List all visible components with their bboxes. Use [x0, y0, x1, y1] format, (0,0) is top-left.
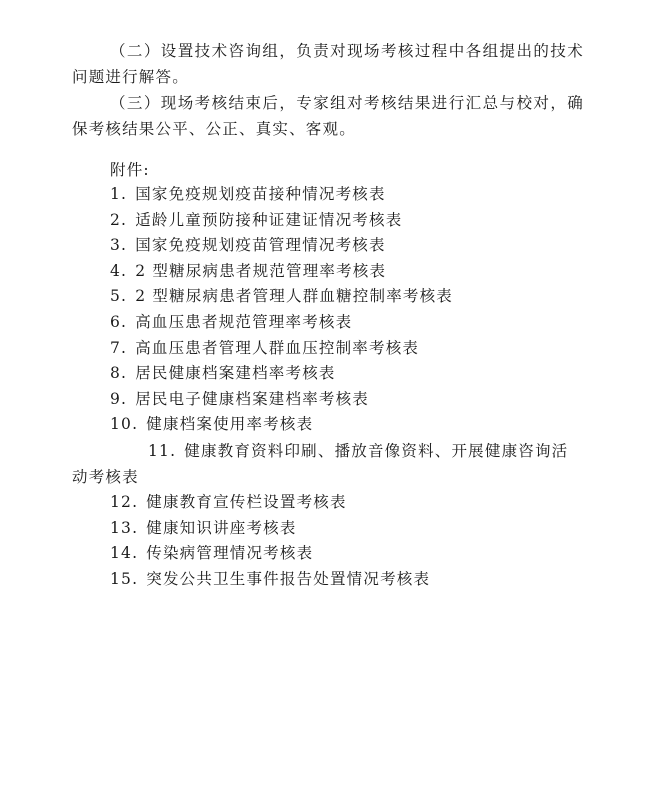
list-item [72, 233, 584, 259]
paragraph-technical-consulting: （二）设置技术咨询组，负责对现场考核过程中各组提出的技术问题进行解答。 [72, 42, 584, 86]
item-text: 高血压患者规范管理率考核表 [135, 312, 353, 331]
item-text: 居民电子健康档案建档率考核表 [135, 389, 370, 408]
list-item [72, 412, 584, 438]
item-text: 国家免疫规划疫苗管理情况考核表 [135, 236, 386, 255]
item-text: 健康知识讲座考核表 [146, 518, 297, 537]
paragraph-result-review: （三）现场考核结束后，专家组对考核结果进行汇总与校对，确保考核结果公平、公正、真实、客观。 [72, 94, 584, 138]
list-item [72, 541, 584, 567]
item-text: 2 型糖尿病患者规范管理率考核表 [135, 261, 387, 280]
item-text: 高血压患者管理人群血压控制率考核表 [135, 338, 420, 357]
item-number: 10. [110, 415, 139, 434]
item-number: 4. [110, 261, 128, 280]
list-item [72, 208, 584, 234]
item-number: 11. [148, 441, 177, 460]
list-item [72, 567, 584, 593]
item-text: 健康教育资料印刷、播放音像资料、开展健康咨询活动考核表 [72, 441, 569, 486]
list-item [72, 310, 584, 336]
item-number: 5. [110, 287, 128, 306]
attachments-title: 附件: [110, 161, 150, 179]
list-item [72, 259, 584, 285]
item-number: 13. [110, 518, 139, 537]
item-number: 1. [110, 185, 128, 203]
list-item [72, 387, 584, 413]
list-item [72, 361, 584, 387]
item-text: 居民健康档案建档率考核表 [135, 364, 336, 383]
item-number: 9. [110, 389, 128, 408]
item-text: 2 型糖尿病患者管理人群血糖控制率考核表 [135, 287, 453, 306]
list-item [72, 336, 584, 362]
item-text: 国家免疫规划疫苗接种情况考核表 [135, 185, 386, 203]
item-number: 12. [110, 492, 139, 511]
item-number: 8. [110, 364, 128, 383]
item-text: 适龄儿童预防接种证建证情况考核表 [135, 210, 403, 229]
list-item [72, 438, 584, 490]
list-item [72, 516, 584, 542]
list-item [72, 490, 584, 516]
item-text: 传染病管理情况考核表 [146, 544, 314, 563]
attachments-list [72, 182, 584, 592]
item-number: 6. [110, 312, 128, 331]
list-item [72, 182, 584, 208]
list-item [72, 284, 584, 310]
item-text: 健康档案使用率考核表 [146, 415, 314, 434]
item-number: 3. [110, 236, 128, 255]
item-number: 15. [110, 569, 139, 588]
item-number: 2. [110, 210, 128, 229]
item-number: 14. [110, 544, 139, 563]
item-text: 健康教育宣传栏设置考核表 [146, 492, 347, 511]
item-text: 突发公共卫生事件报告处置情况考核表 [146, 569, 431, 588]
item-number: 7. [110, 338, 128, 357]
